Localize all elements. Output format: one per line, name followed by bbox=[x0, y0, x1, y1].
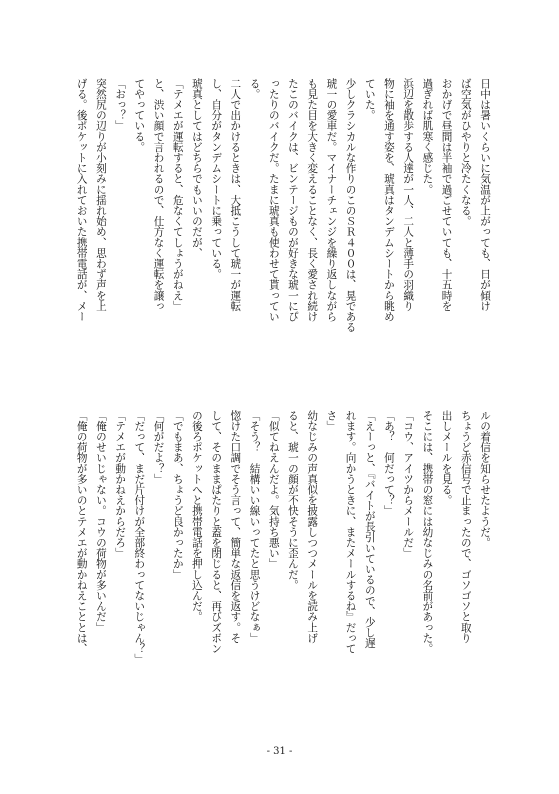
text-line: 日中は暑いくらいに気温が上がっても、日が傾け bbox=[479, 78, 491, 312]
text-line: 「俺のせいじゃない。コウの荷物が多いんだ」 bbox=[94, 410, 107, 633]
text-line: れます。向かうときに、またメールするね』だって bbox=[344, 410, 357, 654]
text-line: ルの着信を知らせたようだ。 bbox=[479, 410, 491, 548]
text-line: も見た目を大きく変えることなく、長く愛され続け bbox=[306, 78, 319, 322]
text-line: 「テメエが動かねえからだろ」 bbox=[114, 410, 127, 559]
text-line: 「似てねえんだよ。気持ち悪い」 bbox=[267, 410, 280, 569]
text-line: 出しメールを見る。 bbox=[440, 410, 453, 506]
text-line: げる。後ポケットに入れておいた携帯電話が、メー bbox=[75, 78, 88, 322]
text-line: 「何がだよ？」 bbox=[152, 410, 165, 485]
text-line: ったりのバイクだ。たまに琥真も使わせて貰ってい bbox=[267, 78, 280, 322]
text-line: 「コウ、アイツからメールだ」 bbox=[402, 410, 415, 559]
text-line: おかげで昼間は半袖で過ごせていても、十五時を bbox=[440, 78, 453, 312]
text-line: の後ろポケットへと携帯電話を押し込んだ。 bbox=[190, 410, 203, 622]
page-number: - 31 - bbox=[266, 746, 293, 757]
text-line: る。 bbox=[248, 78, 261, 100]
text-line: てやっている。 bbox=[133, 78, 146, 153]
text-line: 「俺の荷物が多いのとテメエが動かねえこととは、 bbox=[75, 410, 88, 654]
text-line: 「だって、まだ片付けが全部終わってないじゃん？」 bbox=[133, 410, 146, 665]
text-line: 「おっ？」 bbox=[114, 78, 127, 131]
text-line: ば空気がひやりと冷たくなる。 bbox=[459, 78, 472, 227]
text-line: 浜辺を散歩する人達が一人、二人と薄手の羽織り bbox=[402, 78, 415, 312]
text-line: 「そう？ 結構いい線いってたと思うけどなぁ」 bbox=[248, 410, 261, 644]
vertical-text-block-bottom bbox=[54, 410, 494, 717]
text-line: 惚けた口調でそう言って、簡単な返信を返す。そ bbox=[229, 410, 242, 644]
text-line: 「えーっと、『バイトが長引いているので、少し遅 bbox=[363, 410, 376, 649]
text-line: さ」 bbox=[325, 410, 338, 432]
text-line: 過ぎれば肌寒く感じた。 bbox=[421, 78, 434, 195]
text-line: 幼なじみの声真似を披露しつつメールを読み上げ bbox=[306, 410, 319, 644]
text-line: 琥真としてはどちらでもいいのだが、 bbox=[190, 78, 203, 259]
text-line: 琥一の愛車だ。マイナーチェンジを繰り返しながら bbox=[325, 78, 338, 322]
text-line: ちょうど赤信号で止まったので、ゴソゴソと取り bbox=[459, 410, 472, 644]
text-line: して、そのままぱたりと蓋を閉じると、再びズボン bbox=[210, 410, 223, 654]
text-line: ていた。 bbox=[363, 78, 376, 121]
text-line: 「あ？ 何だって？」 bbox=[382, 410, 395, 516]
text-line: と、渋い顔で言われるので、仕方なく運転を譲っ bbox=[152, 78, 165, 312]
text-line: たこのバイクは、ビンテージものが好きな琥一にぴ bbox=[286, 78, 299, 322]
text-line: 物に袖を通す姿を、琥真はタンデムシートから眺め bbox=[382, 78, 395, 322]
text-line: 「でもまあ、ちょうど良かったか」 bbox=[171, 410, 184, 580]
text-line: ると、琥一の顔が不快そうに歪んだ。 bbox=[286, 410, 299, 591]
text-line: そこには、携帯の窓には幼なじみの名前があった。 bbox=[421, 410, 434, 654]
vertical-text-block-top bbox=[54, 78, 494, 383]
text-line: 少しクラシカルな作りのこのＳＲ４００は、晃である bbox=[344, 78, 357, 333]
text-line: 「テメエが運転すると、危なくてしょうがねえ」 bbox=[171, 78, 184, 312]
text-line: 二人で出かけるときは、大抵こうして琥一が運転 bbox=[229, 78, 242, 312]
text-line: 突然尻の辺りが小刻みに揺れ始め、思わず声を上 bbox=[94, 78, 107, 312]
text-line: し、自分がタンデムシートに乗っている。 bbox=[210, 78, 223, 280]
